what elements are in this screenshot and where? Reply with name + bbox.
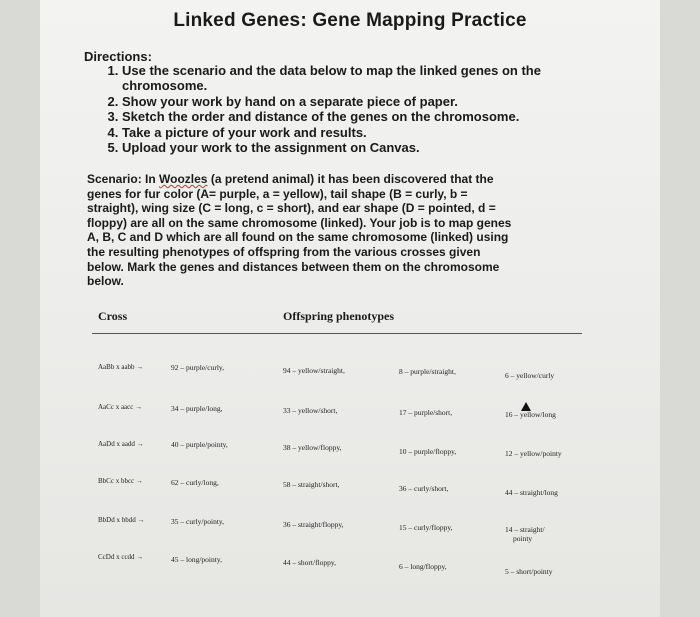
cross-cell: AaDd x aadd →	[98, 440, 144, 448]
page-title: Linked Genes: Gene Mapping Practice	[173, 10, 527, 31]
cross-cell: AaCc x aacc →	[98, 403, 143, 411]
phenotype-cell: 17 – purple/short,	[399, 408, 453, 417]
directions-heading: Directions:	[84, 49, 152, 64]
mouse-cursor-icon	[521, 402, 531, 411]
phenotype-cell: 92 – purple/curly,	[171, 363, 225, 372]
phenotype-cell: 16 – yellow/long	[505, 410, 556, 419]
scenario-paragraph	[87, 172, 519, 289]
phenotype-cell: 5 – short/pointy	[505, 567, 553, 576]
phenotype-cell: 35 – curly/pointy,	[171, 517, 225, 526]
phenotype-cell: 14 – straight/	[505, 525, 545, 534]
cross-cell: BbDd x bbdd →	[98, 516, 145, 524]
phenotype-cell: 6 – long/floppy,	[399, 562, 447, 571]
phenotype-cell: 34 – purple/long,	[171, 404, 223, 413]
scenario-label: Scenario: In	[87, 172, 160, 186]
woozles-word: Woozles	[159, 172, 208, 186]
phenotype-cell: 6 – yellow/curly	[505, 371, 555, 380]
phenotype-cell: 12 – yellow/pointy	[505, 449, 562, 458]
phenotype-cell: 36 – straight/floppy,	[283, 520, 344, 529]
cross-cell: AaBb x aabb →	[98, 363, 144, 371]
phenotype-cell: 8 – purple/straight,	[399, 367, 456, 376]
directions-list	[102, 63, 572, 155]
direction-item: 4. Take a picture of your work and results.	[122, 125, 572, 140]
phenotype-cell: 36 – curly/short,	[399, 484, 449, 493]
direction-item: 3. Sketch the order and distance of the genes on the chromosome.	[122, 109, 572, 124]
cross-cell: BbCc x bbcc →	[98, 477, 143, 485]
phenotype-cell: 10 – purple/floppy,	[399, 447, 457, 456]
direction-item: 2. Show your work by hand on a separate piece of paper.	[122, 94, 572, 109]
scenario-body: (a pretend animal) it has been discovered that the genes for fur color (A= purple, a = yellow), tail shape (B = curly, b = straight), wing size (C = long, c = short), and ear shape (D = pointed, d = floppy) are all on the same chromosome (linked). Your job is to map genes A, B, C and D which are all found on the same chromosome (linked) using the resulting phenotypes of offspring from the various crosses given below.	[87, 172, 512, 274]
phenotype-cell: 62 – curly/long,	[171, 478, 219, 487]
phenotype-cell: 44 – short/floppy,	[283, 558, 337, 567]
header-divider	[92, 333, 582, 334]
direction-item: 1. Use the scenario and the data below to map the linked genes on the chromosome.	[122, 63, 572, 94]
cross-cell: CcDd x ccdd →	[98, 553, 144, 561]
phenotype-cell: 40 – purple/pointy,	[171, 440, 228, 449]
phenotype-cell: 44 – straight/long	[505, 488, 558, 497]
phenotype-cell: 58 – straight/short,	[283, 480, 340, 489]
scenario-instruction: Mark the genes and distances between them on the chromosome below.	[87, 259, 500, 289]
worksheet-page	[40, 0, 660, 617]
header-offspring: Offspring phenotypes	[283, 309, 395, 323]
phenotype-cell: 15 – curly/floppy,	[399, 523, 453, 532]
phenotype-cell: 94 – yellow/straight,	[283, 366, 345, 375]
phenotype-cell: 33 – yellow/short,	[283, 406, 338, 415]
phenotype-cell-continued: pointy	[513, 534, 533, 543]
phenotype-cell: 45 – long/pointy,	[171, 555, 222, 564]
phenotype-cell: 38 – yellow/floppy,	[283, 443, 342, 452]
header-cross: Cross	[98, 309, 128, 323]
direction-item: 5. Upload your work to the assignment on Canvas.	[122, 140, 572, 155]
